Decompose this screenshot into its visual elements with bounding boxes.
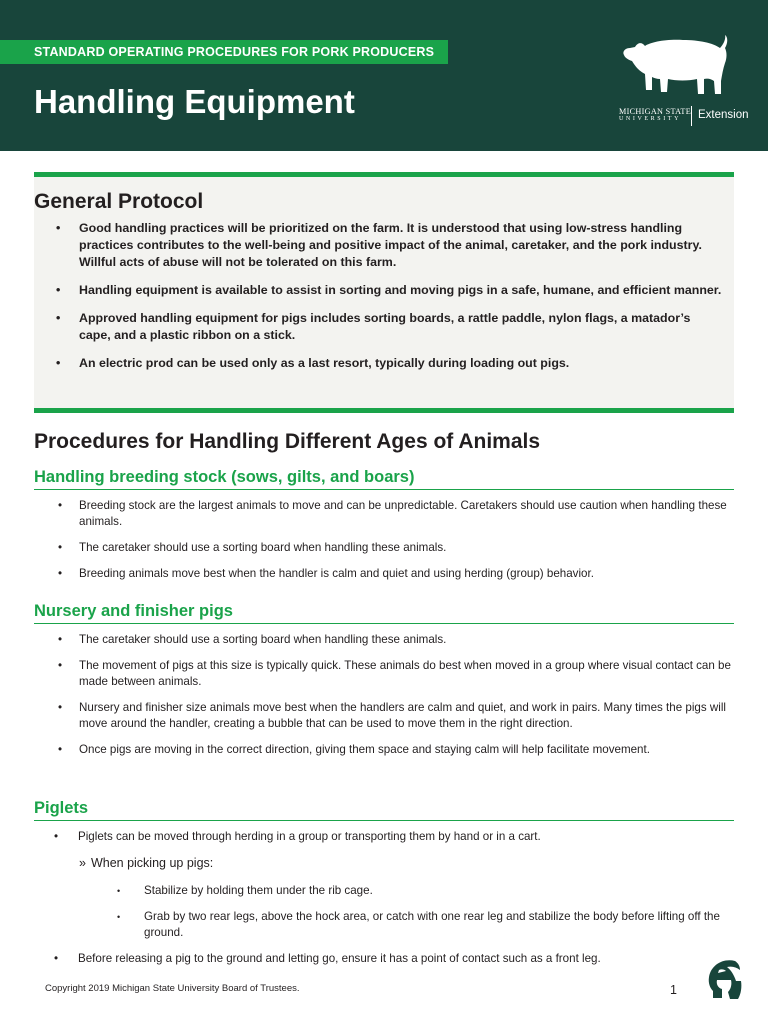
- general-protocol-box: [34, 172, 734, 413]
- list-item: • Good handling practices will be prioritized on the farm. It is understood that using low-stress handling practices contributes to the well-being and positive impact of the animal, caretaker, and the pork industry. Willful acts of abuse will not be tolerated on this farm.: [34, 220, 724, 271]
- msu-extension-logo: [619, 106, 749, 126]
- general-protocol-list: [34, 220, 724, 383]
- header-banner: [0, 0, 768, 151]
- list-item: • Stabilize by holding them under the rib cage.: [34, 883, 739, 899]
- bullet: •: [54, 952, 59, 965]
- list-item: • The caretaker should use a sorting board when handling these animals.: [34, 632, 739, 648]
- msu-wordmark: MICHIGAN STATE UNIVERSITY: [619, 107, 691, 122]
- procedures-heading: Procedures for Handling Different Ages of Animals: [34, 430, 541, 453]
- logo-divider: [691, 106, 692, 126]
- piglets-item-text: Before releasing a pig to the ground and letting go, ensure it has a point of contact such as a front leg.: [78, 952, 601, 965]
- bullet: •: [54, 830, 59, 843]
- piglets-item-text: Piglets can be moved through herding in a group or transporting them by hand or in a cart.: [78, 830, 541, 843]
- list-item: • Grab by two rear legs, above the hock area, or catch with one rear leg and stabilize the body before lifting off the ground.: [34, 909, 739, 941]
- list-item: • Once pigs are moving in the correct direction, giving them space and staying calm will help facilitate movement.: [34, 742, 739, 758]
- list-item: [34, 829, 739, 845]
- picking-up-label: When picking up pigs:: [90, 856, 214, 870]
- page-title: Handling Equipment: [34, 83, 355, 120]
- page-number: 1: [670, 983, 677, 997]
- chevron-marker: »: [79, 856, 86, 870]
- general-protocol-heading: General Protocol: [34, 190, 204, 213]
- copyright-text: Copyright 2019 Michigan State University Board of Trustees.: [45, 983, 300, 994]
- list-item: • An electric prod can be used only as a last resort, typically during loading out pigs.: [34, 355, 724, 372]
- piglets-heading: Piglets: [34, 798, 734, 821]
- spartan-helmet-icon: [705, 958, 743, 1000]
- list-item: • Breeding animals move best when the handler is calm and quiet and using herding (group) behavior.: [34, 566, 739, 582]
- breeding-stock-list: [34, 498, 739, 592]
- picking-up-list: [34, 883, 739, 951]
- breeding-stock-heading: Handling breeding stock (sows, gilts, and boars): [34, 467, 734, 490]
- extension-label: Extension: [698, 109, 749, 121]
- list-item: • Approved handling equipment for pigs includes sorting boards, a rattle paddle, nylon flags, a matador’s cape, and a plastic ribbon on a stick.: [34, 310, 724, 344]
- list-item: • Handling equipment is available to assist in sorting and moving pigs in a safe, humane, and efficient manner.: [34, 282, 724, 299]
- nursery-finisher-heading: Nursery and finisher pigs: [34, 601, 734, 624]
- list-item: • The caretaker should use a sorting board when handling these animals.: [34, 540, 739, 556]
- nursery-finisher-list: [34, 632, 739, 768]
- list-item: • Breeding stock are the largest animals to move and can be unpredictable. Caretakers should use caution when handling these animals.: [34, 498, 739, 530]
- list-item: • The movement of pigs at this size is typically quick. These animals do best when moved in a group where visual contact can be made between animals.: [34, 658, 739, 690]
- series-kicker: STANDARD OPERATING PROCEDURES FOR PORK PRODUCERS: [0, 40, 448, 64]
- list-item: • Nursery and finisher size animals move best when the handlers are calm and quiet, and work in pairs. Many times the pigs will move around the handler, creating a bubble that can be used to move them in the right direction.: [34, 700, 739, 732]
- pig-icon: [621, 34, 731, 96]
- list-item: [34, 951, 739, 967]
- picking-up-subheading: [79, 855, 213, 872]
